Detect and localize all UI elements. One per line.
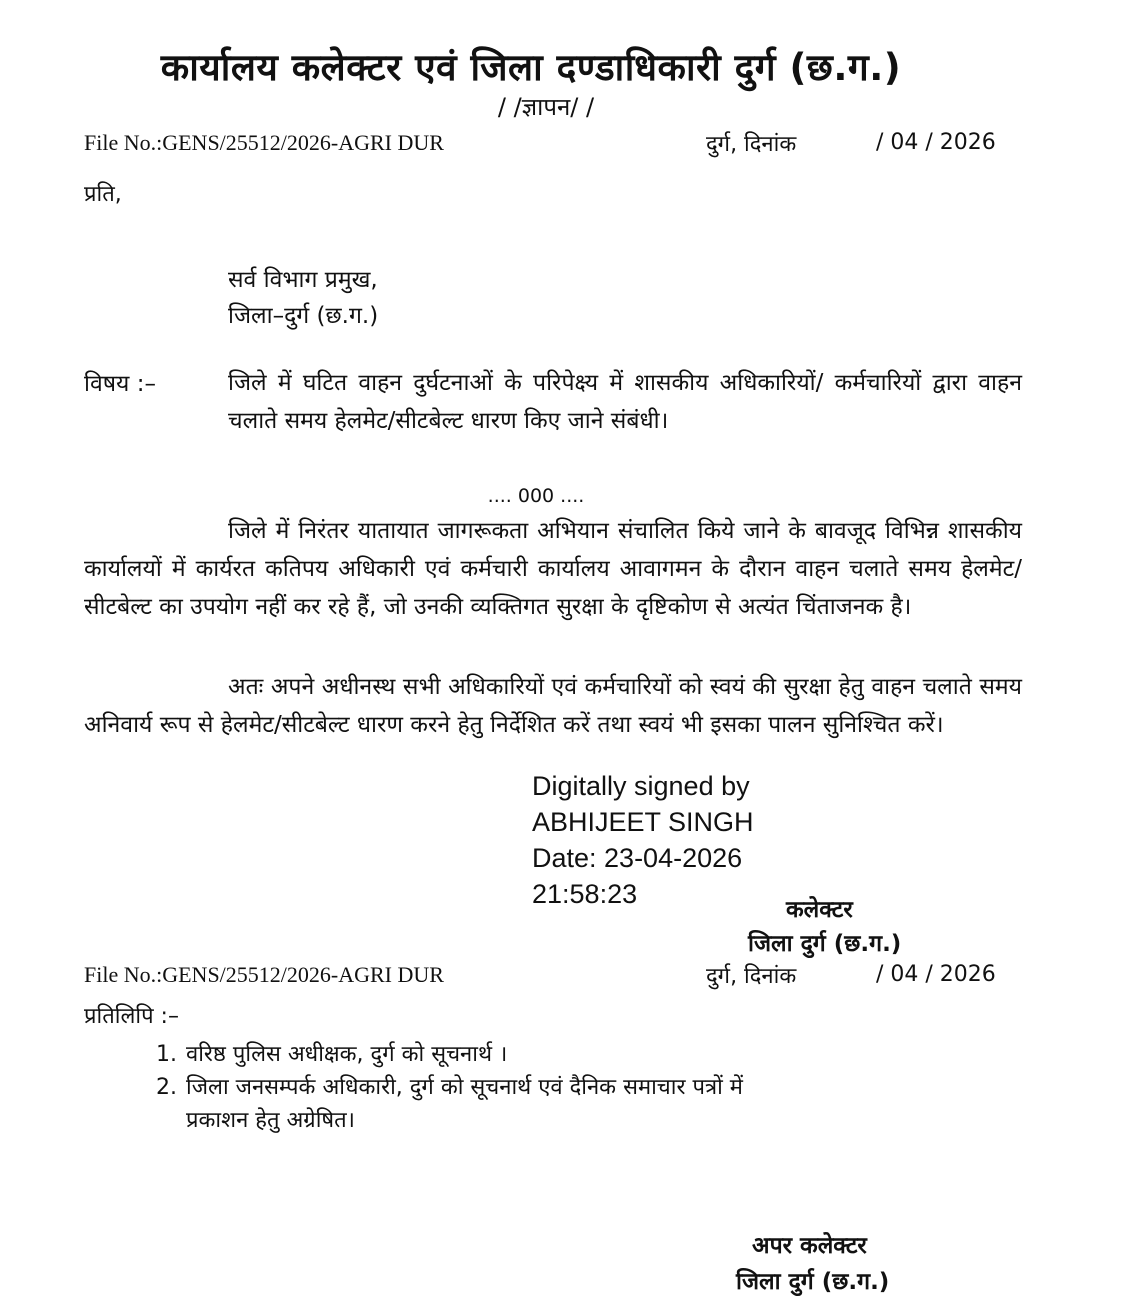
addressee-line-1: सर्व विभाग प्रमुख, xyxy=(228,267,378,293)
copy-to-label: प्रतिलिपि :– xyxy=(84,1004,179,1029)
separator: .... 000 .... xyxy=(487,485,585,507)
memo-heading: / /ज्ञापन/ / xyxy=(497,93,595,121)
signatory-designation: कलेक्टर xyxy=(786,897,853,923)
date-label-copy: दुर्ग, दिनांक xyxy=(706,964,797,989)
additional-signatory-designation: अपर कलेक्टर xyxy=(752,1233,867,1259)
copy-recipient-number: 2. xyxy=(156,1075,177,1100)
file-number-copy: File No.:GENS/25512/2026-AGRI DUR xyxy=(84,962,444,987)
date-value-copy: / 04 / 2026 xyxy=(876,962,996,987)
copy-recipient-1 xyxy=(156,1038,926,1071)
copy-recipient-text-continued: प्रकाशन हेतु अग्रेषित। xyxy=(186,1108,355,1133)
digital-signature-line-1: Digitally signed by xyxy=(532,771,750,801)
date-label: दुर्ग, दिनांक xyxy=(706,132,797,157)
copy-recipient-2 xyxy=(156,1071,926,1137)
body-paragraph-2: अतः अपने अधीनस्थ सभी अधिकारियों एवं कर्मचारियों को स्वयं की सुरक्षा हेतु वाहन चलाते समय अनिवार्य रूप से हेलमेट/सीटबेल्ट धारण करने हेतु निर्देशित करें तथा स्वयं भी इसका पालन सुनिश्चित करें। xyxy=(84,674,1022,738)
signatory-place: जिला दुर्ग (छ.ग.) xyxy=(748,931,902,957)
digital-signature-name: ABHIJEET SINGH xyxy=(532,807,754,837)
copy-recipient-text: जिला जनसम्पर्क अधिकारी, दुर्ग को सूचनार्थ एवं दैनिक समाचार पत्रों में xyxy=(186,1075,743,1100)
digital-signature xyxy=(532,768,754,912)
salutation-to: प्रति, xyxy=(84,182,122,207)
additional-signatory-place: जिला दुर्ग (छ.ग.) xyxy=(736,1269,890,1295)
addressee-line-2: जिला–दुर्ग (छ.ग.) xyxy=(228,303,379,329)
subject-text: जिले में घटित वाहन दुर्घटनाओं के परिपेक्ष्य में शासकीय अधिकारियों/ कर्मचारियों द्वारा वाहन चलाते समय हेलमेट/सीटबेल्ट धारण किए जाने संबंधी। xyxy=(228,370,1022,434)
body-paragraph-1: जिले में निरंतर यातायात जागरूकता अभियान संचालित किये जाने के बावजूद विभिन्न शासकीय कार्यालयों में कार्यरत कतिपय अधिकारी एवं कर्मचारी कार्यालय आवागमन के दौरान वाहन चलाते समय हेलमेट/सीटबेल्ट का उपयोग नहीं कर रहे हैं, जो उनकी व्यक्तिगत सुरक्षा के दृष्टिकोण से अत्यंत चिंताजनक है। xyxy=(84,518,1022,620)
digital-signature-time: 21:58:23 xyxy=(532,879,638,909)
date-value: / 04 / 2026 xyxy=(876,130,996,155)
office-title: कार्यालय कलेक्टर एवं जिला दण्डाधिकारी दुर्ग (छ.ग.) xyxy=(160,46,902,89)
copy-recipient-text: वरिष्ठ पुलिस अधीक्षक, दुर्ग को सूचनार्थ । xyxy=(186,1042,508,1067)
digital-signature-date: Date: 23-04-2026 xyxy=(532,843,743,873)
file-number: File No.:GENS/25512/2026-AGRI DUR xyxy=(84,130,444,155)
copy-recipient-number: 1. xyxy=(156,1042,177,1067)
subject-label: विषय :– xyxy=(84,371,156,397)
